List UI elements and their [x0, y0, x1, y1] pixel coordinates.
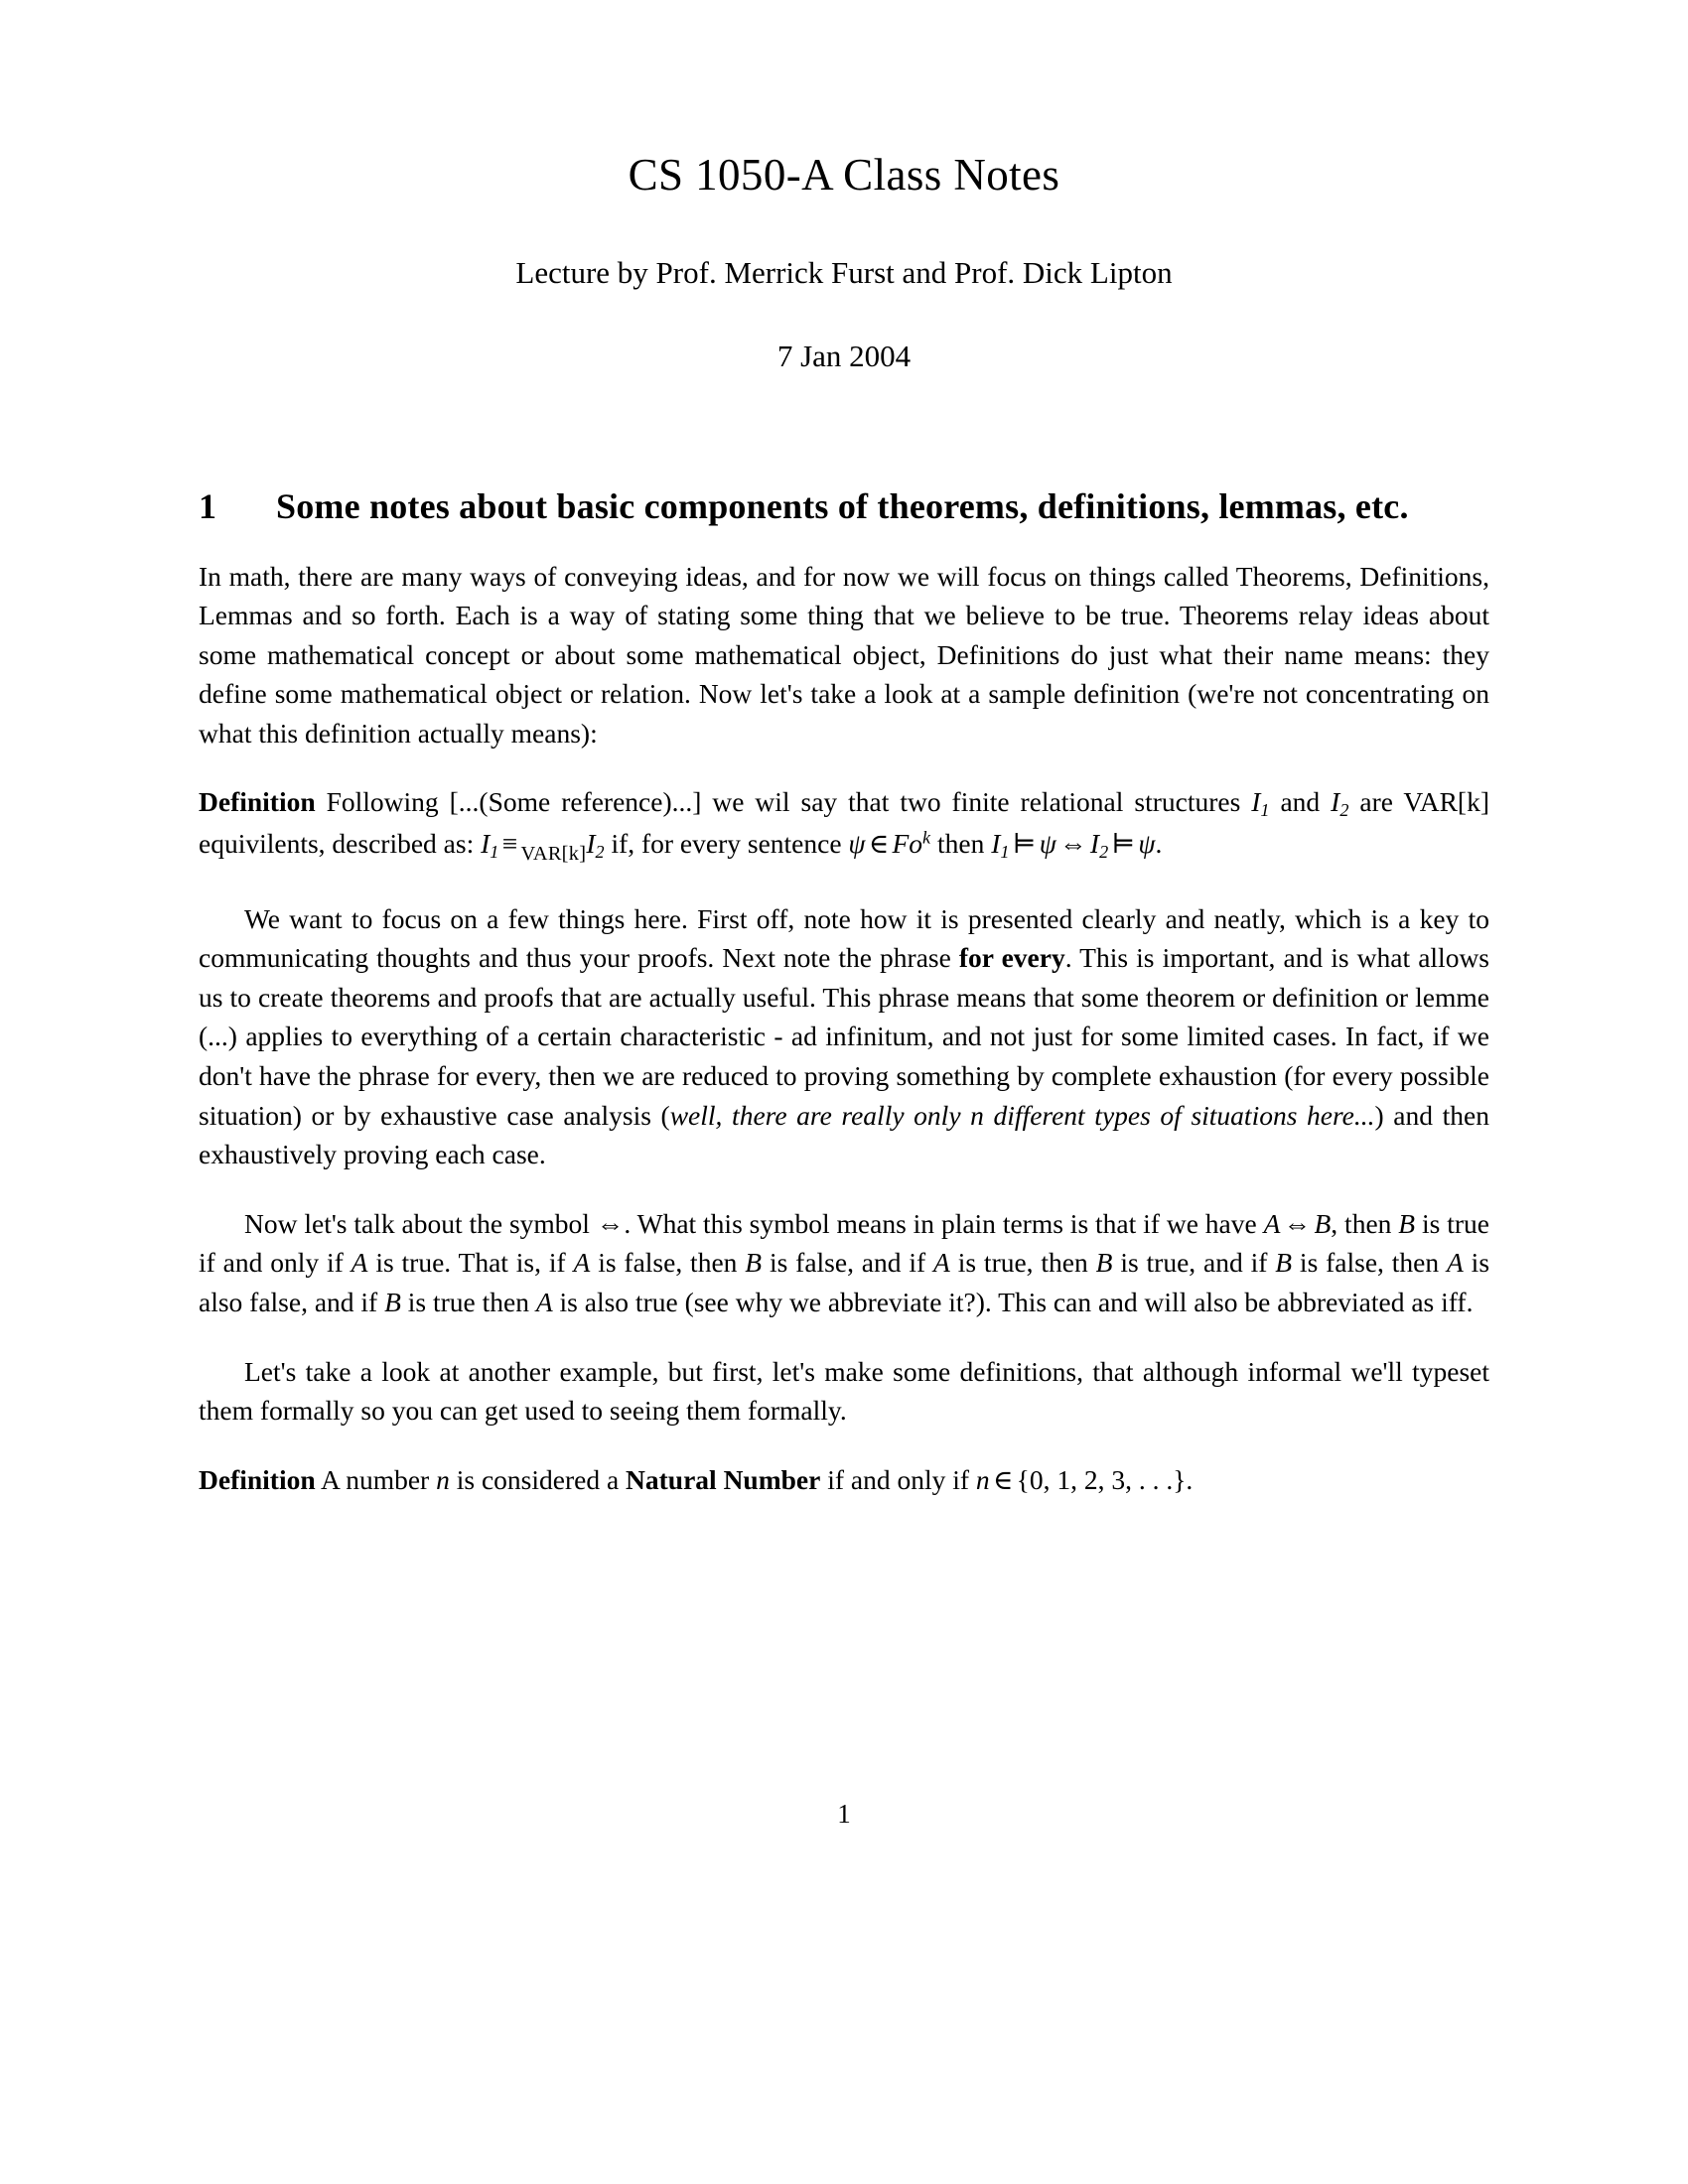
subscript-1c: 1 [1000, 841, 1010, 862]
p3-text-d: is true if and only if [199, 1207, 1489, 1279]
definition2-text-b: is considered a [449, 1463, 627, 1495]
paragraph-focus-part-b: . This is important, and is what allows us to create theorems and proofs that are actually useful. This phrase means that some theorem or definition or lemme (...) applies to everything of a certain characteristic - ad infinitum, and not just for some limited cases. In fact, if we don't have the phrase for every, then we are reduced to proving something by complete exhaustion (for every possible situation) or by exhaustive case analysis ( [199, 942, 1490, 1131]
term-natural-number: Natural Number [626, 1463, 821, 1495]
subscript-2b: 2 [595, 841, 605, 862]
equivalence-symbol: ≡ [501, 827, 518, 859]
emphasis-for-every: for every [958, 942, 1065, 974]
p3-text-a: Now let's talk about the symbol [244, 1207, 597, 1239]
symbol-I2: I [1331, 786, 1340, 818]
variable-A-2: A [351, 1247, 368, 1279]
variable-A: A [1263, 1207, 1281, 1239]
iff-symbol-inline: ⇔ [596, 1207, 625, 1239]
equivalence-subscript-vark: VAR[k] [520, 843, 587, 866]
variable-B-3: B [745, 1247, 763, 1279]
definition2-text-a: A number [315, 1463, 437, 1495]
p3-text-m: is also true (see why we abbreviate it?). This can and will also be abbreviated as iff. [552, 1287, 1474, 1318]
variable-n: n [436, 1463, 450, 1495]
subscript-2: 2 [1339, 800, 1349, 821]
iff-symbol-inline-2: ⇔ [1283, 1207, 1312, 1239]
document-date: 7 Jan 2004 [776, 339, 912, 373]
symbol-I1-eq: I [481, 827, 491, 859]
element-of-icon: ∈ [868, 827, 890, 859]
p3-text-k: is also false, and if [199, 1247, 1490, 1318]
variable-A-6: A [535, 1287, 553, 1318]
variable-B-2: B [1398, 1207, 1416, 1239]
page-title: CS 1050-A Class Notes [628, 150, 1060, 200]
paragraph-another-example: Let's take a look at another example, but first, let's make some definitions, that although informal we'll typeset them formally so you can get used to seeing them formally. [199, 1355, 1489, 1427]
symbol-psi: ψ [848, 827, 866, 859]
element-of-icon-2: ∈ [992, 1463, 1014, 1495]
p3-text-l: is true then [400, 1287, 536, 1318]
paragraph-focus [199, 899, 1489, 1174]
variable-B-4: B [1095, 1247, 1113, 1279]
iff-icon: ⇔ [1059, 827, 1087, 859]
p3-text-i: is true, and if [1112, 1247, 1276, 1279]
superscript-k: k [922, 827, 931, 848]
definition2-period: . [1186, 1463, 1194, 1495]
symbol-I2-eq: I [586, 827, 596, 859]
p3-text-j: is false, then [1292, 1247, 1447, 1279]
subscript-1b: 1 [490, 841, 499, 862]
variable-A-4: A [933, 1247, 950, 1279]
variable-n-2: n [975, 1463, 990, 1495]
symbol-Fo: Fo [892, 827, 923, 859]
variable-A-3: A [573, 1247, 591, 1279]
symbol-psi-3: ψ [1138, 827, 1156, 859]
subscript-1: 1 [1260, 800, 1270, 821]
p3-text-e: is true. That is, if [367, 1247, 574, 1279]
definition2-label: Definition [199, 1463, 316, 1495]
document-authors: Lecture by Prof. Merrick Furst and Prof. Dick Lipton [515, 255, 1173, 290]
definition-text-a: Following [...(Some reference)...] we wil say that two finite relational structures [315, 786, 1252, 818]
paragraph-focus-part-a: We want to focus on a few things here. First off, note how it is presented clearly and neatly, which is a key to communicating thoughts and thus your proofs. Next note the phrase [199, 902, 1489, 974]
section-number: 1 [199, 486, 216, 526]
models-icon: ⊨ [1012, 827, 1037, 859]
p3-text-b: . What this symbol means in plain terms is that if we have [624, 1207, 1264, 1239]
italic-aside: well, there are really only n different types of situations here... [669, 1099, 1375, 1131]
document-content [199, 0, 1489, 1499]
definition-label: Definition [199, 786, 316, 818]
models-icon-2: ⊨ [1111, 827, 1136, 859]
p3-text-g: is false, and if [762, 1247, 934, 1279]
variable-B-5: B [1275, 1247, 1293, 1279]
definition-text-e: then [930, 827, 992, 859]
definition-text-b: and [1269, 786, 1332, 818]
definition2-text-c: if and only if [820, 1463, 976, 1495]
variable-B: B [1314, 1207, 1332, 1239]
page-number: 1 [837, 1799, 851, 1829]
symbol-psi-2: ψ [1039, 827, 1056, 859]
variable-B-6: B [384, 1287, 401, 1318]
symbol-I1-models: I [991, 827, 1001, 859]
p3-text-h: is true, then [949, 1247, 1096, 1279]
definition-var-k [199, 782, 1489, 869]
paragraph-intro: In math, there are many ways of conveying ideas, and for now we will focus on things called Theorems, Definitions, Lemmas and so forth. Each is a way of stating some thing that we believe to be true. Theorems relay ideas about some mathematical concept or about some mathematical object, Definitions do just what their name means: they define some mathematical object or relation. Now let's take a look at a sample definition (we're not concentrating on what this definition actually means): [199, 560, 1489, 749]
section-title: Some notes about basic components of theorems, definitions, lemmas, etc. [276, 486, 1409, 526]
symbol-I2-models: I [1089, 827, 1100, 859]
p3-text-c: , then [1331, 1207, 1399, 1239]
p3-text-f: is false, then [590, 1247, 746, 1279]
definition-text-d: if, for every sentence [604, 827, 849, 859]
paragraph-focus-part-c: ) and then exhaustively proving each case. [199, 1099, 1489, 1170]
variable-A-5: A [1447, 1247, 1464, 1279]
definition-period: . [1155, 827, 1163, 859]
definition-natural-number [199, 1460, 1489, 1500]
paragraph-iff-symbol [199, 1204, 1489, 1322]
natural-number-set: {0, 1, 2, 3, . . .} [1016, 1463, 1187, 1495]
section-heading [199, 374, 1489, 531]
symbol-I1: I [1251, 786, 1261, 818]
subscript-2c: 2 [1099, 841, 1109, 862]
definition-text-c: are VAR[k] equivilents, described as: [199, 786, 1489, 859]
